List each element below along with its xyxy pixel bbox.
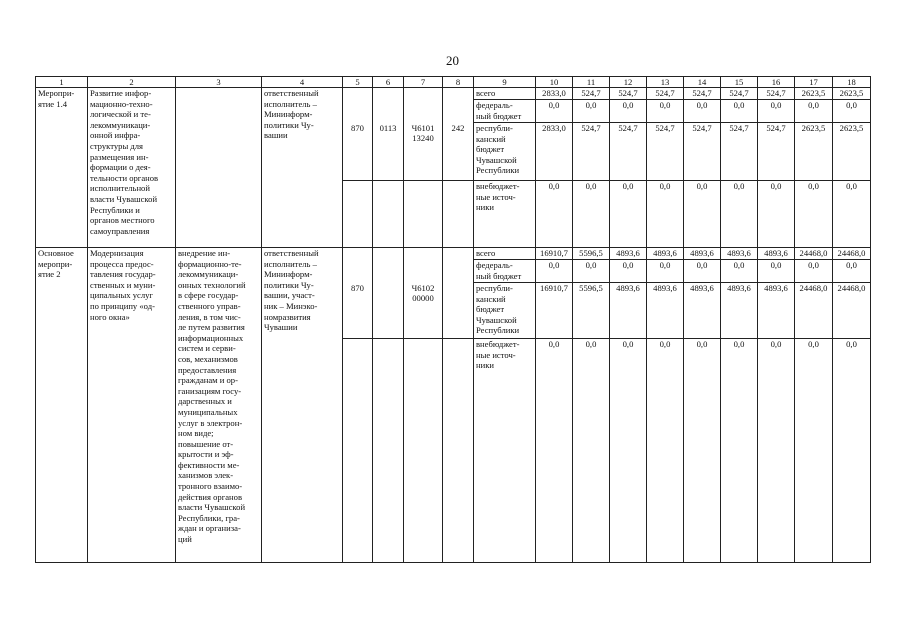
amount-cell: 0,0 bbox=[721, 181, 758, 248]
amount-cell: 0,0 bbox=[573, 339, 610, 563]
amount-cell: 24468,0 bbox=[795, 248, 833, 260]
amount-cell: 0,0 bbox=[610, 181, 647, 248]
funding-source: внебюджет- ные источ- ники bbox=[474, 339, 536, 563]
amount-cell: 0,0 bbox=[833, 100, 871, 123]
amount-cell: 2623,5 bbox=[795, 123, 833, 181]
budget-code bbox=[373, 339, 404, 563]
amount-cell: 16910,7 bbox=[536, 283, 573, 339]
amount-cell: 0,0 bbox=[758, 100, 795, 123]
budget-code bbox=[373, 181, 404, 248]
amount-cell: 524,7 bbox=[647, 123, 684, 181]
header-cell: 5 bbox=[343, 77, 373, 88]
header-cell: 1 bbox=[36, 77, 88, 88]
amount-cell: 0,0 bbox=[647, 181, 684, 248]
amount-cell: 0,0 bbox=[721, 339, 758, 563]
budget-code bbox=[404, 181, 443, 248]
amount-cell: 524,7 bbox=[573, 123, 610, 181]
header-cell: 6 bbox=[373, 77, 404, 88]
amount-cell: 24468,0 bbox=[833, 248, 871, 260]
header-cell: 7 bbox=[404, 77, 443, 88]
header-cell: 18 bbox=[833, 77, 871, 88]
header-cell: 2 bbox=[88, 77, 176, 88]
budget-code bbox=[373, 248, 404, 260]
grbs-code: 870 bbox=[343, 283, 373, 339]
target-article-code: Ч6102 00000 bbox=[404, 283, 443, 339]
amount-cell: 4893,6 bbox=[647, 283, 684, 339]
amount-cell: 4893,6 bbox=[684, 248, 721, 260]
amount-cell: 16910,7 bbox=[536, 248, 573, 260]
budget-code bbox=[343, 181, 373, 248]
header-cell: 15 bbox=[721, 77, 758, 88]
funding-source: всего bbox=[474, 88, 536, 100]
amount-cell: 5596,5 bbox=[573, 283, 610, 339]
amount-cell: 0,0 bbox=[684, 339, 721, 563]
amount-cell: 4893,6 bbox=[647, 248, 684, 260]
amount-cell: 524,7 bbox=[684, 88, 721, 100]
amount-cell: 4893,6 bbox=[684, 283, 721, 339]
header-cell: 17 bbox=[795, 77, 833, 88]
budget-code bbox=[343, 100, 373, 123]
header-cell: 13 bbox=[647, 77, 684, 88]
amount-cell: 0,0 bbox=[721, 260, 758, 283]
amount-cell: 4893,6 bbox=[721, 283, 758, 339]
budget-code bbox=[343, 88, 373, 100]
budget-code bbox=[373, 260, 404, 283]
amount-cell: 0,0 bbox=[647, 100, 684, 123]
funding-source: внебюджет- ные источ- ники bbox=[474, 181, 536, 248]
amount-cell: 0,0 bbox=[536, 181, 573, 248]
measure-name: Развитие инфор- мационно-техно- логической и те- лекоммуникаци- онной инфра- структуры для размещения ин- формации о дея- тельности органов исполнительной власти Чувашской Республики и органов местного самоуправления bbox=[88, 88, 176, 248]
amount-cell: 0,0 bbox=[833, 339, 871, 563]
amount-cell: 0,0 bbox=[795, 260, 833, 283]
expense-type-code: 242 bbox=[443, 123, 474, 181]
amount-cell: 0,0 bbox=[573, 181, 610, 248]
header-row bbox=[36, 77, 871, 88]
amount-cell: 0,0 bbox=[610, 100, 647, 123]
amount-cell: 5596,5 bbox=[573, 248, 610, 260]
budget-code bbox=[404, 248, 443, 260]
table-row bbox=[36, 248, 871, 260]
budget-code bbox=[373, 100, 404, 123]
amount-cell: 0,0 bbox=[795, 100, 833, 123]
amount-cell: 0,0 bbox=[647, 339, 684, 563]
amount-cell: 2833,0 bbox=[536, 123, 573, 181]
expense-type-code bbox=[443, 283, 474, 339]
budget-code bbox=[443, 88, 474, 100]
budget-code bbox=[443, 339, 474, 563]
measure-id: Основное меропри- ятие 2 bbox=[36, 248, 88, 563]
amount-cell: 0,0 bbox=[758, 181, 795, 248]
amount-cell: 0,0 bbox=[610, 260, 647, 283]
amount-cell: 0,0 bbox=[536, 100, 573, 123]
amount-cell: 524,7 bbox=[647, 88, 684, 100]
amount-cell: 524,7 bbox=[573, 88, 610, 100]
measure-goal bbox=[176, 88, 262, 248]
amount-cell: 0,0 bbox=[536, 260, 573, 283]
table-row bbox=[36, 88, 871, 100]
amount-cell: 4893,6 bbox=[758, 248, 795, 260]
section-code: 0113 bbox=[373, 123, 404, 181]
budget-code bbox=[443, 181, 474, 248]
budget-code bbox=[443, 248, 474, 260]
amount-cell: 524,7 bbox=[610, 88, 647, 100]
grbs-code: 870 bbox=[343, 123, 373, 181]
amount-cell: 0,0 bbox=[573, 260, 610, 283]
executor: ответственный исполнитель – Мининформ- политики Чу- вашии, участ- ник – Минэко- номразвития Чувашии bbox=[262, 248, 343, 563]
header-cell: 8 bbox=[443, 77, 474, 88]
header-cell: 11 bbox=[573, 77, 610, 88]
budget-code bbox=[343, 339, 373, 563]
header-cell: 12 bbox=[610, 77, 647, 88]
budget-code bbox=[404, 88, 443, 100]
amount-cell: 524,7 bbox=[610, 123, 647, 181]
amount-cell: 0,0 bbox=[536, 339, 573, 563]
amount-cell: 0,0 bbox=[833, 260, 871, 283]
amount-cell: 4893,6 bbox=[610, 283, 647, 339]
amount-cell: 0,0 bbox=[684, 100, 721, 123]
budget-code bbox=[404, 339, 443, 563]
amount-cell: 2833,0 bbox=[536, 88, 573, 100]
amount-cell: 0,0 bbox=[758, 339, 795, 563]
budget-code bbox=[443, 260, 474, 283]
amount-cell: 2623,5 bbox=[833, 123, 871, 181]
amount-cell: 0,0 bbox=[684, 260, 721, 283]
header-cell: 16 bbox=[758, 77, 795, 88]
header-cell: 3 bbox=[176, 77, 262, 88]
header-cell: 4 bbox=[262, 77, 343, 88]
amount-cell: 0,0 bbox=[795, 339, 833, 563]
budget-code bbox=[373, 88, 404, 100]
budget-code bbox=[404, 100, 443, 123]
amount-cell: 524,7 bbox=[758, 123, 795, 181]
amount-cell: 4893,6 bbox=[758, 283, 795, 339]
funding-source: всего bbox=[474, 248, 536, 260]
budget-code bbox=[404, 260, 443, 283]
budget-code bbox=[343, 260, 373, 283]
amount-cell: 4893,6 bbox=[610, 248, 647, 260]
measure-id: Меропри- ятие 1.4 bbox=[36, 88, 88, 248]
amount-cell: 524,7 bbox=[721, 88, 758, 100]
amount-cell: 0,0 bbox=[684, 181, 721, 248]
budget-code bbox=[443, 100, 474, 123]
section-code bbox=[373, 283, 404, 339]
executor: ответственный исполнитель – Мининформ- политики Чу- вашии bbox=[262, 88, 343, 248]
amount-cell: 524,7 bbox=[721, 123, 758, 181]
amount-cell: 0,0 bbox=[647, 260, 684, 283]
header-cell: 14 bbox=[684, 77, 721, 88]
measure-goal: внедрение ин- формационно-те- лекоммуникаци- онных технологий в сфере государ- ственного управ- ления, в том чис- ле путем развития информационных систем и серви- сов, механизмов предоставления гражданам и ор- ганизациям госу- дарственных и муниципальных услуг в электрон- ном виде; повышение от- крытости и эф- фективности ме- ханизмов элек- тронного взаимо- действия органов власти Чувашской Республики, гра- ждан и организа- ций bbox=[176, 248, 262, 563]
amount-cell: 24468,0 bbox=[795, 283, 833, 339]
program-table bbox=[35, 76, 871, 563]
budget-code bbox=[343, 248, 373, 260]
amount-cell: 0,0 bbox=[573, 100, 610, 123]
page-number: 20 bbox=[446, 53, 459, 68]
funding-source: республи- канский бюджет Чувашской Республики bbox=[474, 123, 536, 181]
target-article-code: Ч6101 13240 bbox=[404, 123, 443, 181]
amount-cell: 2623,5 bbox=[833, 88, 871, 100]
funding-source: федераль- ный бюджет bbox=[474, 100, 536, 123]
amount-cell: 0,0 bbox=[610, 339, 647, 563]
amount-cell: 0,0 bbox=[795, 181, 833, 248]
amount-cell: 24468,0 bbox=[833, 283, 871, 339]
amount-cell: 0,0 bbox=[758, 260, 795, 283]
amount-cell: 524,7 bbox=[758, 88, 795, 100]
amount-cell: 2623,5 bbox=[795, 88, 833, 100]
measure-name: Модернизация процесса предос- тавления государ- ственных и муни- ципальных услуг по принципу «од- ного окна» bbox=[88, 248, 176, 563]
amount-cell: 0,0 bbox=[833, 181, 871, 248]
amount-cell: 4893,6 bbox=[721, 248, 758, 260]
funding-source: федераль- ный бюджет bbox=[474, 260, 536, 283]
amount-cell: 0,0 bbox=[721, 100, 758, 123]
header-cell: 10 bbox=[536, 77, 573, 88]
amount-cell: 524,7 bbox=[684, 123, 721, 181]
header-cell: 9 bbox=[474, 77, 536, 88]
funding-source: республи- канский бюджет Чувашской Республики bbox=[474, 283, 536, 339]
